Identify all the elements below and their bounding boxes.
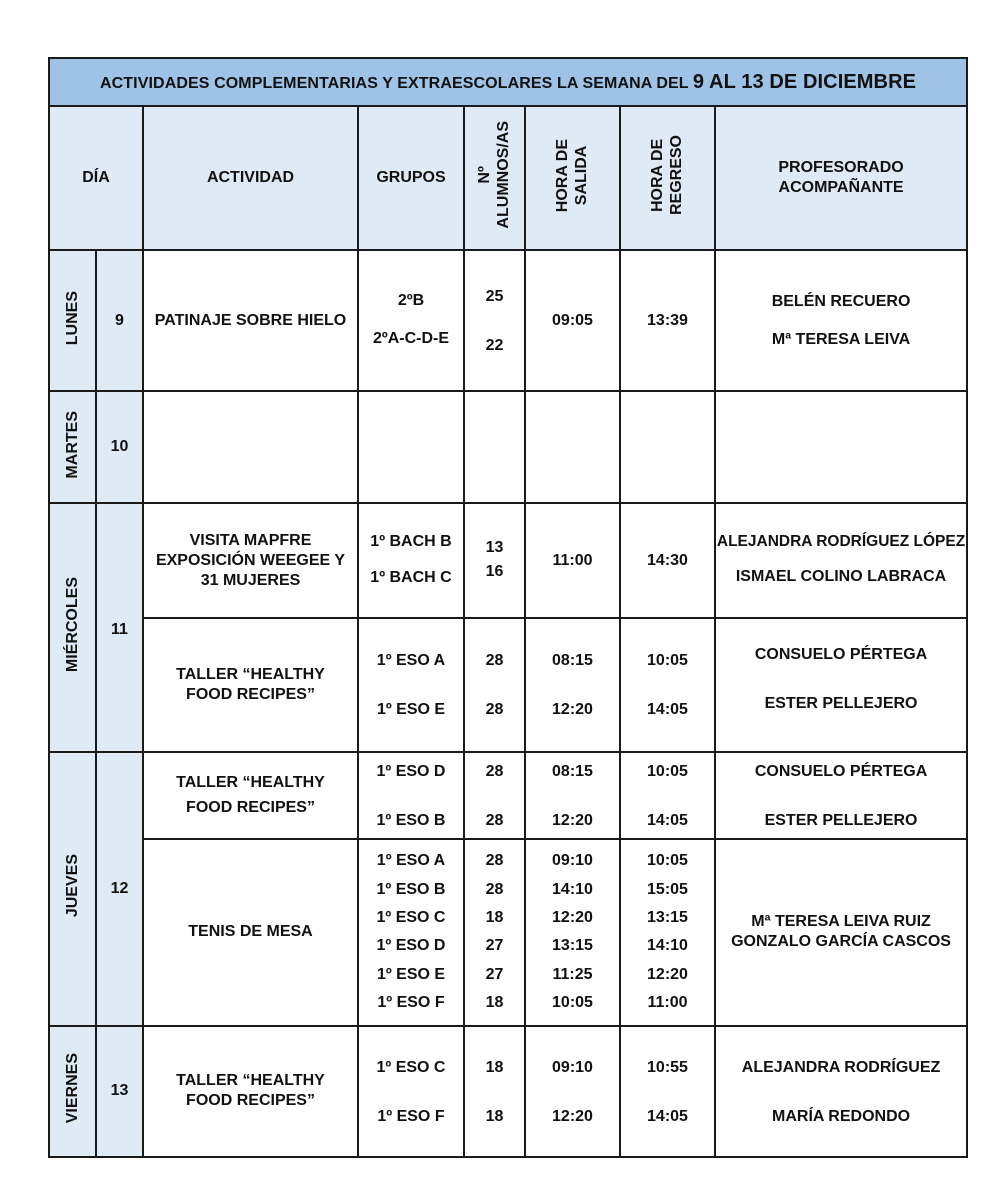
teachers-cell: CONSUELO PÉRTEGA ESTER PELLEJERO <box>715 618 967 751</box>
day-lunes: LUNES <box>49 250 96 391</box>
groups-cell: 1º ESO D 1º ESO B <box>358 752 464 839</box>
activity-cell: TALLER “HEALTHY FOOD RECIPES” <box>143 618 358 751</box>
regreso-cell: 14:30 <box>620 503 715 618</box>
header-salida-line1: HORA DE <box>554 138 572 212</box>
daynum-lunes: 9 <box>96 250 143 391</box>
header-alumnos-line2: ALUMNOS/AS <box>495 121 513 229</box>
day-jueves: JUEVES <box>49 752 96 1026</box>
teachers-cell: CONSUELO PÉRTEGA ESTER PELLEJERO <box>715 752 967 839</box>
students-cell: 28 28 <box>464 618 525 751</box>
activity-cell: VISITA MAPFRE EXPOSICIÓN WEEGEE Y 31 MUJERES <box>143 503 358 618</box>
students-cell: 18 18 <box>464 1026 525 1157</box>
groups-cell: 2ºB 2ºA-C-D-E <box>358 250 464 391</box>
teachers-cell: Mª TERESA LEIVA RUIZ GONZALO GARCÍA CASCOS <box>715 839 967 1026</box>
salida-cell: 08:15 12:20 <box>525 752 620 839</box>
groups-cell: 1º ESO A 1º ESO E <box>358 618 464 751</box>
students-cell: 13 16 <box>464 503 525 618</box>
title-row <box>49 58 967 106</box>
header-profesorado-line1: PROFESORADO <box>778 159 904 177</box>
students-cell: 28 28 18 27 27 18 <box>464 839 525 1026</box>
header-actividad: ACTIVIDAD <box>143 106 358 250</box>
table-row <box>49 1026 967 1157</box>
table-row <box>49 503 967 618</box>
salida-cell: 08:15 12:20 <box>525 618 620 751</box>
table-row <box>49 391 967 503</box>
header-row <box>49 106 967 250</box>
header-alumnos-line1: Nº <box>476 166 494 184</box>
teachers-cell: ALEJANDRA RODRÍGUEZ LÓPEZ ISMAEL COLINO LABRACA <box>715 503 967 618</box>
students-cell: 25 22 <box>464 250 525 391</box>
header-dia: DÍA <box>49 106 143 250</box>
title-range: 9 AL 13 DE DICIEMBRE <box>692 70 917 93</box>
header-regreso <box>620 106 715 250</box>
header-regreso-line2: REGRESO <box>668 135 686 216</box>
table-row <box>49 618 967 751</box>
header-salida-line2: SALIDA <box>573 145 591 205</box>
groups-cell: 1º ESO C 1º ESO F <box>358 1026 464 1157</box>
regreso-cell: 10:05 15:05 13:15 14:10 12:20 11:00 <box>620 839 715 1026</box>
groups-cell: 1º BACH B 1º BACH C <box>358 503 464 618</box>
day-martes: MARTES <box>49 391 96 503</box>
activity-cell: TALLER “HEALTHY FOOD RECIPES” <box>143 1026 358 1157</box>
title-prefix: ACTIVIDADES COMPLEMENTARIAS Y EXTRAESCOLARES LA SEMANA DEL <box>100 74 689 92</box>
schedule-table <box>48 57 968 1158</box>
activity-cell: TENIS DE MESA <box>143 839 358 1026</box>
salida-cell: 09:10 14:10 12:20 13:15 11:25 10:05 <box>525 839 620 1026</box>
salida-cell: 09:05 <box>525 250 620 391</box>
activity-cell: TALLER “HEALTHY FOOD RECIPES” <box>143 752 358 839</box>
regreso-cell: 10:05 14:05 <box>620 618 715 751</box>
header-regreso-line1: HORA DE <box>649 138 667 212</box>
teachers-cell: BELÉN RECUERO Mª TERESA LEIVA <box>715 250 967 391</box>
day-viernes: VIERNES <box>49 1026 96 1157</box>
salida-cell: 11:00 <box>525 503 620 618</box>
daynum-martes: 10 <box>96 391 143 503</box>
table-title <box>49 58 967 106</box>
header-profesorado <box>715 106 967 250</box>
daynum-jueves: 12 <box>96 752 143 1026</box>
header-salida <box>525 106 620 250</box>
regreso-cell: 10:55 14:05 <box>620 1026 715 1157</box>
groups-cell: 1º ESO A 1º ESO B 1º ESO C 1º ESO D 1º ESO E 1º ESO F <box>358 839 464 1026</box>
teachers-cell: ALEJANDRA RODRÍGUEZ MARÍA REDONDO <box>715 1026 967 1157</box>
day-miercoles: MIÉRCOLES <box>49 503 96 751</box>
table-row <box>49 250 967 391</box>
salida-cell: 09:10 12:20 <box>525 1026 620 1157</box>
table-row <box>49 839 967 1026</box>
header-profesorado-line2: ACOMPAÑANTE <box>778 179 904 197</box>
daynum-viernes: 13 <box>96 1026 143 1157</box>
regreso-cell: 13:39 <box>620 250 715 391</box>
activity-cell: PATINAJE SOBRE HIELO <box>143 250 358 391</box>
header-alumnos <box>464 106 525 250</box>
regreso-cell: 10:05 14:05 <box>620 752 715 839</box>
students-cell: 28 28 <box>464 752 525 839</box>
daynum-miercoles: 11 <box>96 503 143 751</box>
header-grupos: GRUPOS <box>358 106 464 250</box>
table-row <box>49 752 967 839</box>
